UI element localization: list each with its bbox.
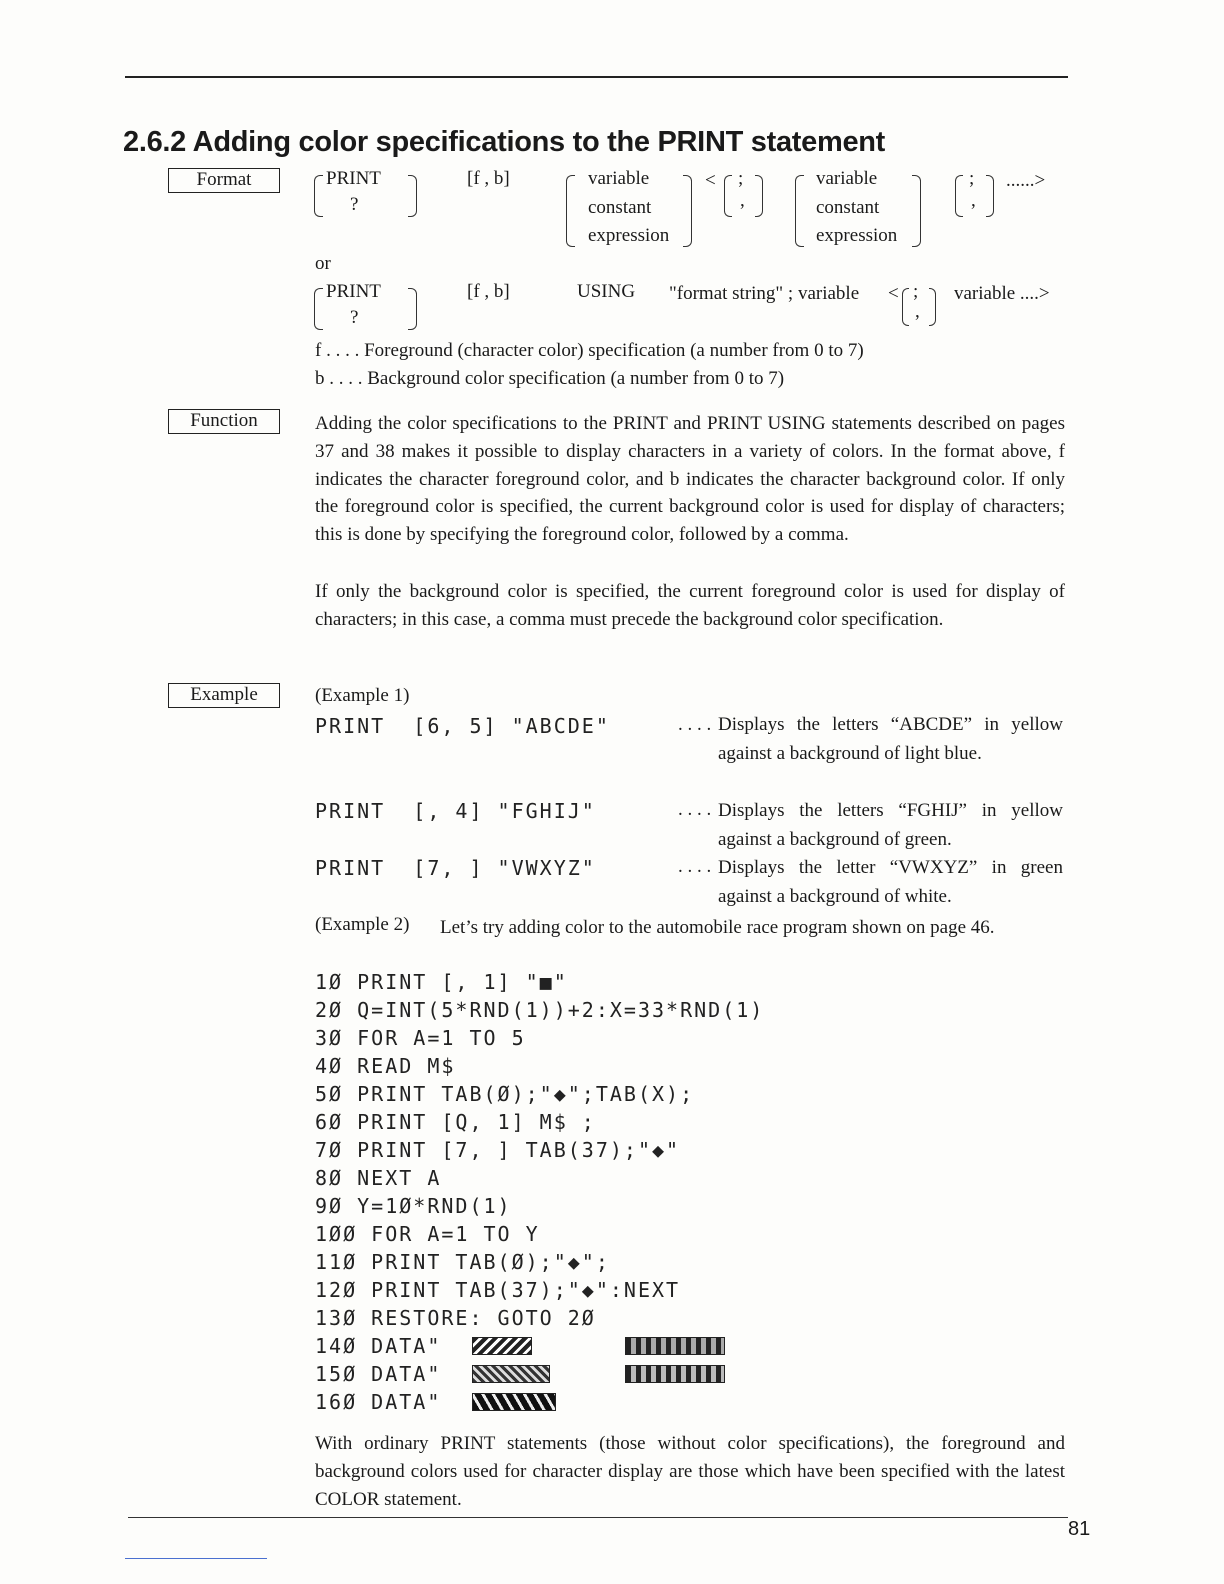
format-label: Format: [168, 168, 280, 193]
bottom-rule: [128, 1517, 1068, 1518]
program-line: 8Ø NEXT A: [315, 1166, 442, 1190]
brace: [566, 175, 575, 247]
example-1-code-2: PRINT [, 4] "FGHIJ": [315, 799, 596, 823]
program-line: 12Ø PRINT TAB(37);"◆":NEXT: [315, 1278, 681, 1302]
format-print-2: PRINT: [326, 281, 381, 302]
example-label: Example: [168, 683, 280, 708]
program-line: 7Ø PRINT [7, ] TAB(37);"◆": [315, 1138, 681, 1162]
format-print: PRINT: [326, 168, 381, 189]
graphic-chars-140b: [625, 1337, 725, 1355]
format-using: USING: [577, 281, 636, 302]
example-1-dots-1: . . . .: [678, 714, 712, 735]
program-line: 9Ø Y=1Ø*RND(1): [315, 1194, 512, 1218]
program-line: 13Ø RESTORE: GOTO 2Ø: [315, 1306, 596, 1330]
example-1-title: (Example 1): [315, 685, 410, 706]
brace: [683, 175, 692, 247]
format-fb-2: [f , b]: [467, 281, 510, 302]
program-line: 3Ø FOR A=1 TO 5: [315, 1026, 526, 1050]
example-1-code-3: PRINT [7, ] "VWXYZ": [315, 856, 596, 880]
b-definition: b . . . . Background color specification (a number from 0 to 7): [315, 368, 785, 389]
format-expression-2: expression: [816, 225, 898, 246]
program-line: 16Ø DATA": [315, 1390, 442, 1414]
page-number: 81: [1068, 1518, 1091, 1540]
f-definition: f . . . . Foreground (character color) specification (a number from 0 to 7): [315, 340, 864, 361]
format-comma: ,: [740, 190, 745, 211]
format-lt: <: [705, 170, 716, 191]
graphic-chars-150a: [472, 1365, 550, 1383]
section-heading: 2.6.2 Adding color specifications to the PRINT statement: [123, 126, 886, 158]
program-line: 11Ø PRINT TAB(Ø);"◆";: [315, 1250, 610, 1274]
example-2-label: (Example 2): [315, 914, 410, 935]
brace: [929, 288, 936, 326]
brace: [724, 175, 732, 217]
example-1-desc-3: Displays the letter “VWXYZ” in green against a background of white.: [718, 857, 1063, 907]
function-paragraph-2: If only the background color is specified, the current foreground color is used for display of characters; in this case, a comma must precede the background color specification.: [315, 581, 1065, 630]
format-semicolon: ;: [738, 168, 744, 189]
format-expression: expression: [588, 225, 670, 246]
example-1-code-1: PRINT [6, 5] "ABCDE": [315, 714, 610, 738]
brace: [314, 288, 323, 330]
example-1-dots-3: . . . .: [678, 856, 712, 877]
graphic-chars-140a: [472, 1337, 532, 1355]
format-variable-end: variable ....>: [954, 283, 1050, 304]
format-semicolon-2: ;: [969, 168, 975, 189]
format-constant-2: constant: [816, 197, 880, 218]
format-variable-2: variable: [816, 168, 878, 189]
brace: [314, 175, 323, 217]
brace: [986, 175, 994, 217]
graphic-chars-160: [472, 1393, 556, 1411]
format-comma-3: ,: [915, 301, 920, 322]
program-line: 1Ø PRINT [, 1] "■": [315, 970, 568, 994]
example-1-desc-1: Displays the letters “ABCDE” in yellow against a background of light blue.: [718, 714, 1063, 764]
example-1-dots-2: . . . .: [678, 799, 712, 820]
brace: [955, 175, 963, 217]
function-label: Function: [168, 409, 280, 434]
function-paragraph-1: Adding the color specifications to the PRINT and PRINT USING statements described on pages 37 and 38 makes it possible to display characters in a variety of colors. In the format above, f indicates the character foreground color, and b indicates the character background color. If only the foreground color is specified, the current background color is used for display of characters; this is done by specifying the foreground color, followed by a comma.: [315, 413, 1065, 546]
brace: [755, 175, 763, 217]
format-qmark: ?: [350, 194, 359, 215]
top-rule: [125, 76, 1068, 78]
closing-paragraph: With ordinary PRINT statements (those without color specifications), the foreground and background colors used for character display are those which have been specified with the latest COLOR statement.: [315, 1433, 1065, 1510]
program-line: 5Ø PRINT TAB(Ø);"◆";TAB(X);: [315, 1082, 695, 1106]
format-string: "format string" ; variable: [669, 283, 860, 304]
format-lt-2: <: [888, 283, 899, 304]
brace: [902, 288, 909, 326]
program-line: 6Ø PRINT [Q, 1] M$ ;: [315, 1110, 596, 1134]
format-semicolon-3: ;: [913, 281, 919, 302]
brace: [912, 175, 921, 247]
program-line: 15Ø DATA": [315, 1362, 442, 1386]
format-constant: constant: [588, 197, 652, 218]
format-fb: [f , b]: [467, 168, 510, 189]
program-line: 1ØØ FOR A=1 TO Y: [315, 1222, 540, 1246]
program-line: 4Ø READ M$: [315, 1054, 456, 1078]
format-variable: variable: [588, 168, 650, 189]
edge-line: [125, 1558, 267, 1559]
format-comma-2: ,: [971, 190, 976, 211]
brace: [408, 288, 417, 330]
format-qmark-2: ?: [350, 307, 359, 328]
brace: [795, 175, 804, 247]
format-or: or: [315, 253, 331, 274]
program-line: 2Ø Q=INT(5*RND(1))+2:X=33*RND(1): [315, 998, 765, 1022]
example-1-desc-2: Displays the letters “FGHIJ” in yellow against a background of green.: [718, 800, 1063, 850]
graphic-chars-150b: [625, 1365, 725, 1383]
format-tail: ......>: [1006, 170, 1046, 191]
brace: [408, 175, 417, 217]
example-2-text: Let’s try adding color to the automobile race program shown on page 46.: [440, 917, 995, 938]
program-line: 14Ø DATA": [315, 1334, 442, 1358]
